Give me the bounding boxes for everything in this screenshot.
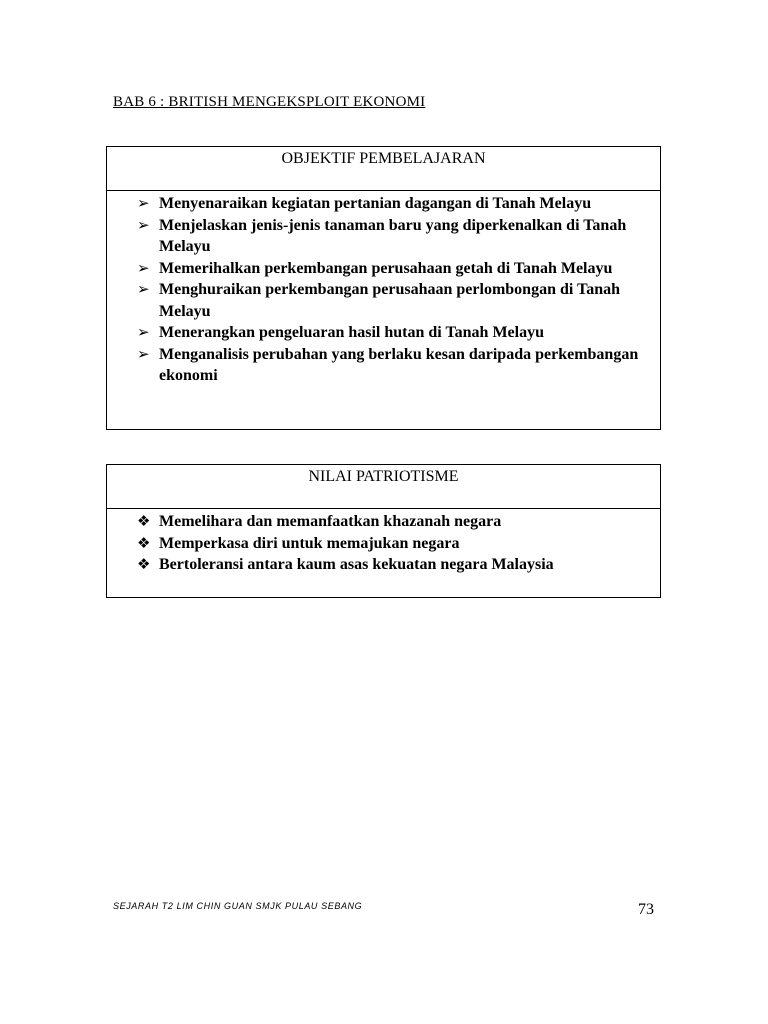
- list-item: ➢ Memerihalkan perkembangan perusahaan getah di Tanah Melayu: [137, 258, 650, 280]
- list-item: ❖ Memelihara dan memanfaatkan khazanah negara: [137, 511, 650, 533]
- objectives-heading: OBJEKTIF PEMBELAJARAN: [281, 150, 486, 167]
- list-item: ➢ Menganalisis perubahan yang berlaku kesan daripada perkembangan ekonomi: [137, 344, 639, 384]
- list-item: ❖ Bertoleransi antara kaum asas kekuatan negara Malaysia: [137, 554, 650, 576]
- footer-text: SEJARAH T2 LIM CHIN GUAN SMJK PULAU SEBANG: [113, 901, 363, 911]
- arrow-bullet-icon: ➢: [137, 215, 150, 234]
- diamond-bullet-icon: ❖: [137, 555, 151, 573]
- arrow-bullet-icon: ➢: [137, 344, 150, 363]
- list-item: ➢ Menyenaraikan kegiatan pertanian dagangan di Tanah Melayu: [137, 193, 650, 215]
- arrow-bullet-icon: ➢: [137, 258, 150, 277]
- list-item: ➢ Menerangkan pengeluaran hasil hutan di Tanah Melayu: [137, 322, 650, 344]
- patriotism-body: [107, 509, 660, 576]
- patriotism-list: [137, 511, 650, 576]
- list-item: ❖ Memperkasa diri untuk memajukan negara: [137, 533, 650, 555]
- list-item: ➢ Menjelaskan jenis-jenis tanaman baru yang diperkenalkan di Tanah Melayu: [137, 215, 627, 255]
- diamond-bullet-icon: ❖: [137, 512, 151, 530]
- list-item: ➢ Menghuraikan perkembangan perusahaan perlombongan di Tanah Melayu: [137, 280, 621, 320]
- arrow-bullet-icon: ➢: [137, 194, 150, 212]
- objectives-body: [107, 191, 660, 387]
- chapter-title: BAB 6 : BRITISH MENGEKSPLOIT EKONOMI: [113, 94, 426, 110]
- arrow-bullet-icon: ➢: [137, 323, 150, 341]
- patriotism-heading-row: [107, 465, 660, 509]
- objectives-list: [137, 193, 650, 387]
- page-number: 73: [638, 901, 654, 918]
- objectives-box: [106, 146, 661, 430]
- diamond-bullet-icon: ❖: [137, 533, 151, 552]
- patriotism-heading: NILAI PATRIOTISME: [308, 468, 459, 485]
- objectives-heading-row: [107, 147, 660, 191]
- patriotism-box: [106, 464, 661, 598]
- arrow-bullet-icon: ➢: [137, 280, 150, 298]
